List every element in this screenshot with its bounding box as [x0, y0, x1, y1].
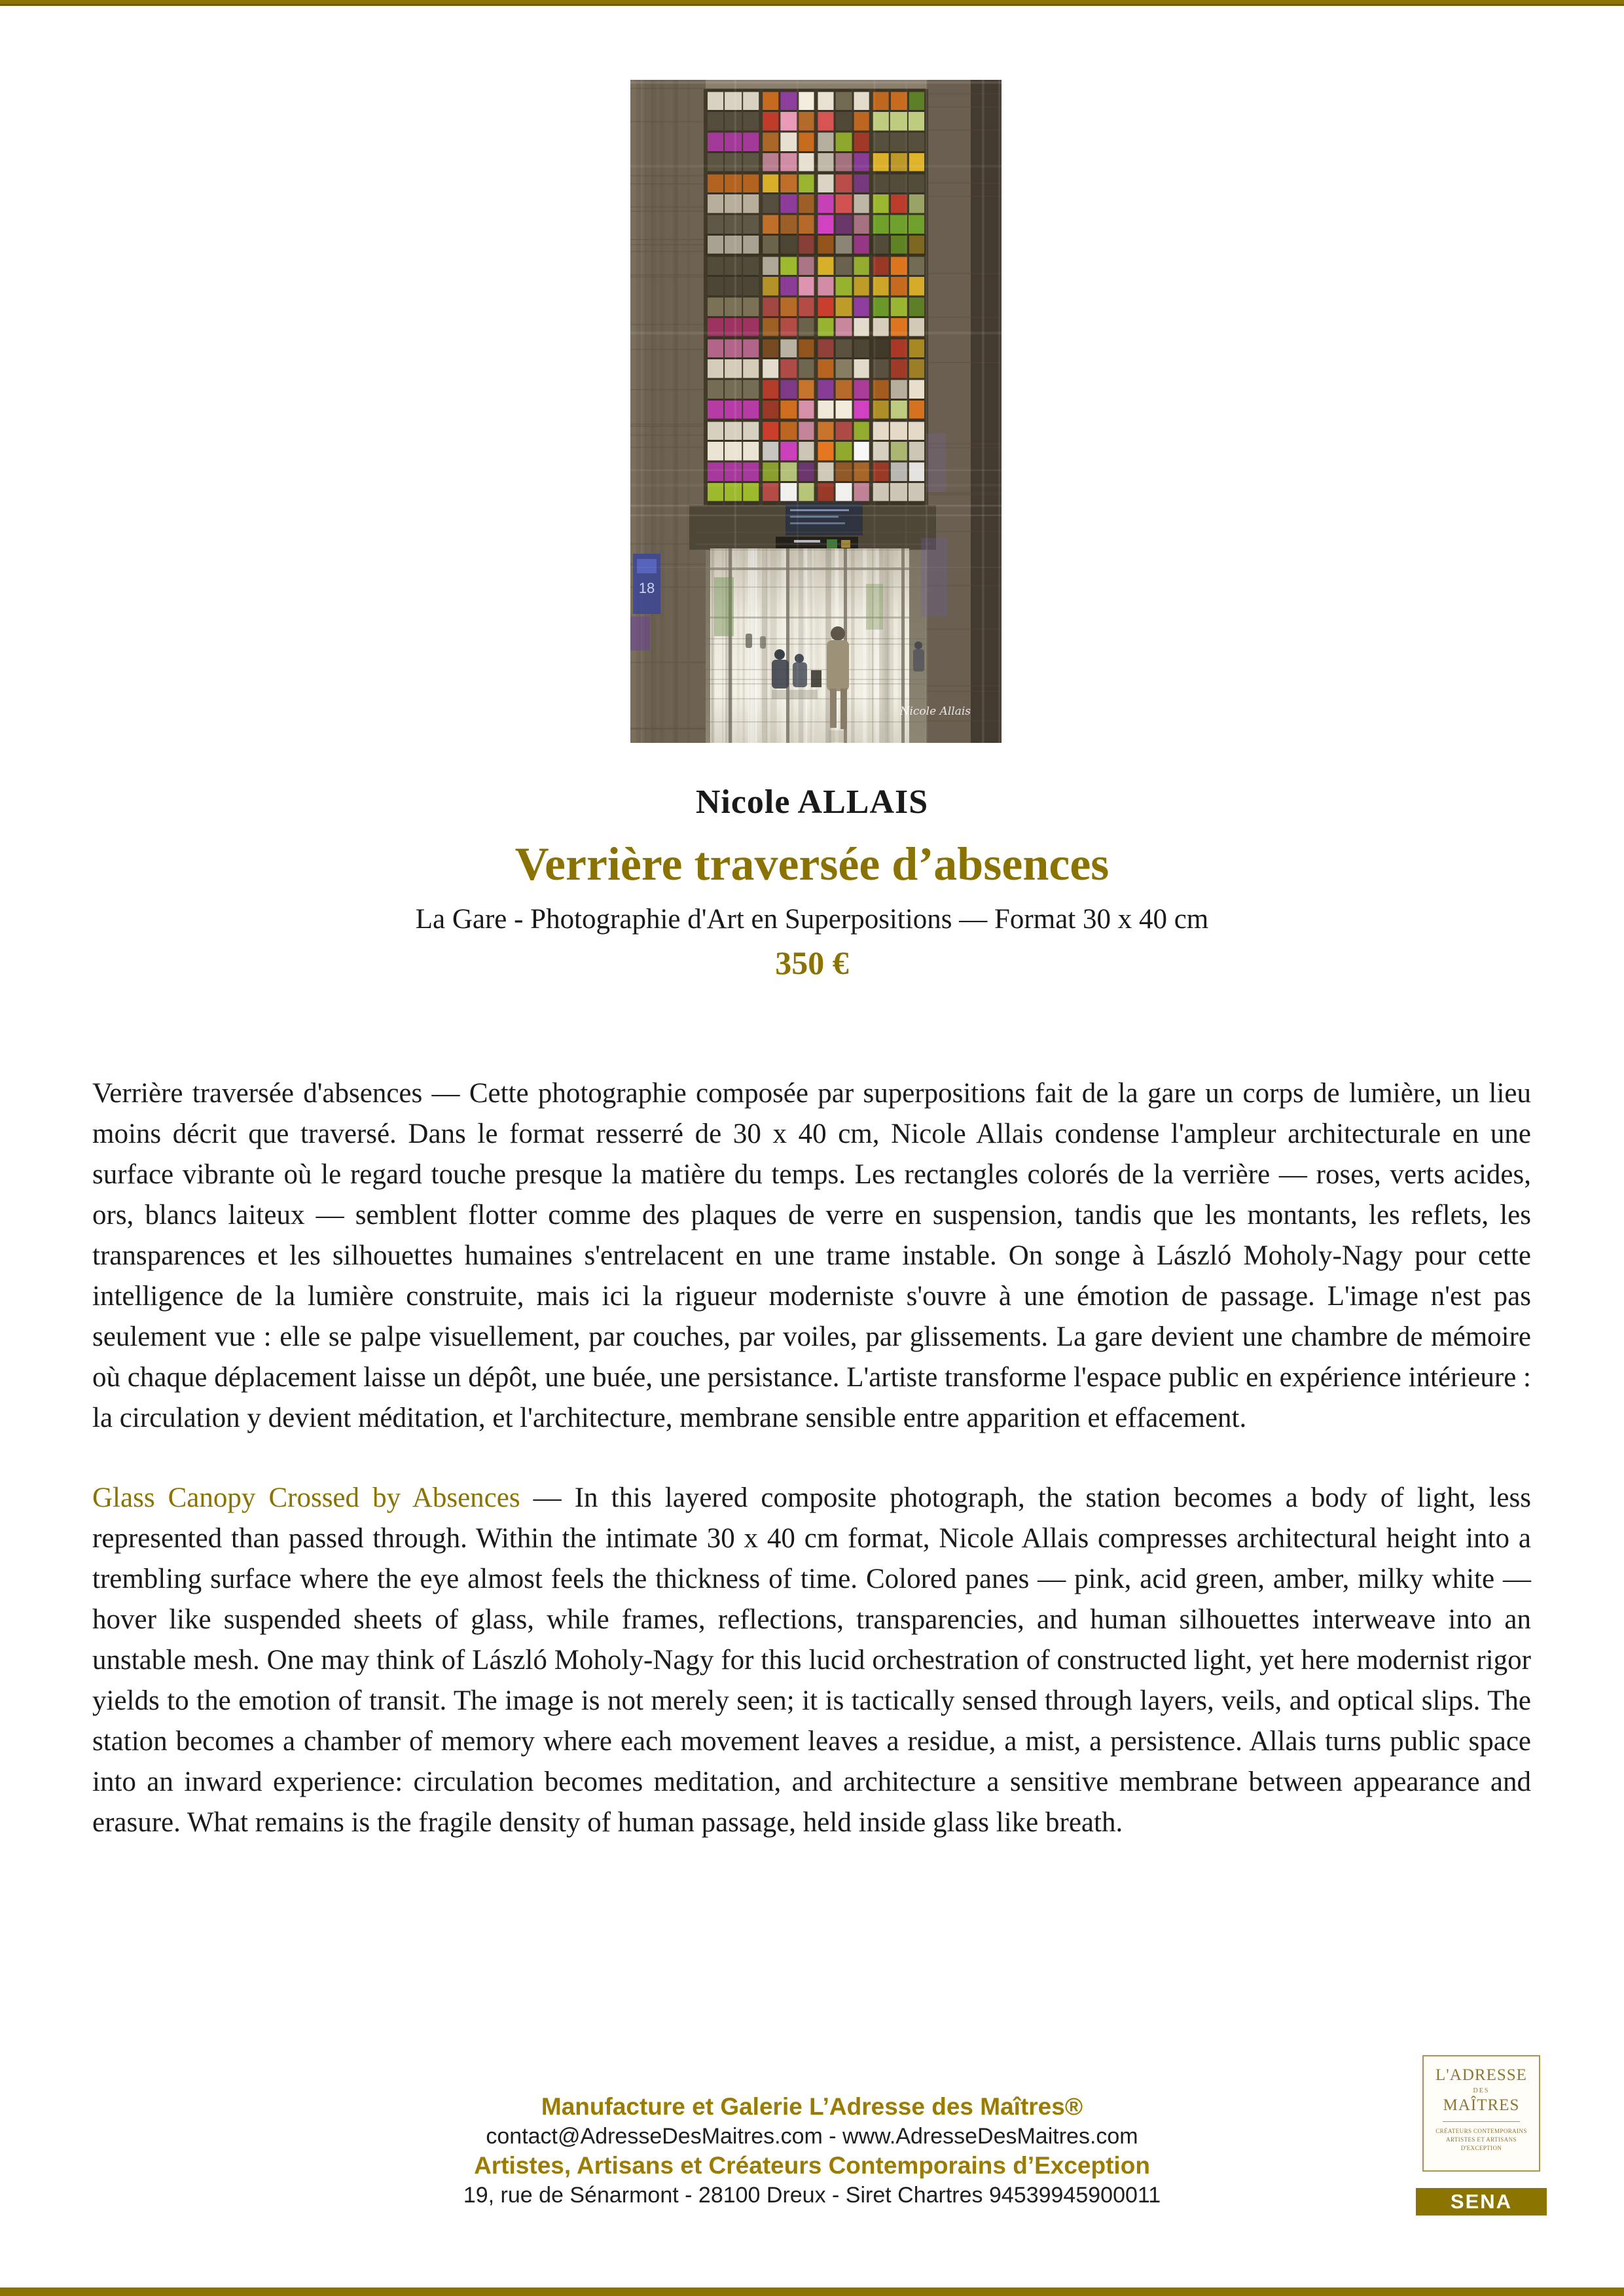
gallery-logo	[1422, 2055, 1540, 2172]
price: 350 €	[775, 944, 849, 981]
paragraph-english-lead: Glass Canopy Crossed by Absences	[92, 1482, 520, 1513]
logo-sub-line-1: CRÉATEURS CONTEMPORAINS	[1435, 2128, 1527, 2134]
footer-tagline: Artistes, Artisans et Créateurs Contemporains d’Exception	[474, 2152, 1150, 2179]
logo-sub-line-2: ARTISTES ET ARTISANS	[1446, 2136, 1517, 2143]
artwork-title: Verrière traversée d’absences	[514, 838, 1110, 890]
artwork-photo	[630, 80, 1001, 743]
bottom-gold-bar	[0, 2287, 1624, 2296]
logo-line-maitres: MAÎTRES	[1443, 2096, 1520, 2114]
footer-gallery-name: Manufacture et Galerie L’Adresse des Maîtres®	[541, 2093, 1083, 2120]
gallery-footer	[0, 2092, 1624, 2210]
paragraph-english	[92, 1478, 1531, 1843]
artist-name: Nicole ALLAIS	[695, 783, 929, 821]
top-gold-bar	[0, 0, 1624, 6]
paragraph-english-body: — In this layered composite photograph, the station becomes a body of light, less represented than passed through. Within the intimate 30 x 40 cm format, Nicole Allais compresses architectural height into a trembling surface where the eye almost feels the thickness of time. Colored panes — pink, acid green, amber, milky white — hover like suspended sheets of glass, while frames, reflections, transparencies, and human silhouettes interweave into an unstable mesh. One may think of László Moholy-Nagy for this lucid orchestration of constructed light, yet here modernist rigor yields to the emotion of transit. The image is not merely seen; it is tactically sensed through layers, veils, and optical slips. The station becomes a chamber of memory where each movement leaves a residue, a mist, a persistence. Allais turns public space into an inward experience: circulation becomes meditation, and architecture a sensitive membrane between appearance and erasure. What remains is the fragile density of human passage, held inside glass like breath.	[92, 1482, 1531, 1838]
logo-sub-line-3: D'EXCEPTION	[1460, 2145, 1502, 2151]
artwork-canvas	[630, 80, 1001, 743]
logo-line-adresse: L'ADRESSE	[1435, 2066, 1527, 2084]
artwork-subtitle: La Gare - Photographie d'Art en Superpositions — Format 30 x 40 cm	[415, 904, 1209, 935]
sena-badge: SENA	[1416, 2188, 1547, 2215]
description-block	[92, 1073, 1531, 1843]
svg-text:Nicole Allais: Nicole Allais	[899, 705, 971, 718]
footer-contact-line: contact@AdresseDesMaitres.com - www.AdresseDesMaitres.com	[486, 2124, 1138, 2149]
title-block	[0, 783, 1624, 983]
svg-text:18: 18	[638, 580, 655, 596]
footer-address-line: 19, rue de Sénarmont - 28100 Dreux - Siret Chartres 94539945900011	[463, 2183, 1161, 2208]
logo-line-des: DES	[1473, 2087, 1490, 2094]
paragraph-french: Verrière traversée d'absences — Cette photographie composée par superpositions fait de la gare un corps de lumière, un lieu moins décrit que traversé. Dans le format resserré de 30 x 40 cm, Nicole Allais condense l'ampleur architecturale en une surface vibrante où le regard touche presque la matière du temps. Les rectangles colorés de la verrière — roses, verts acides, ors, blancs laiteux — semblent flotter comme des plaques de verre en suspension, tandis que les montants, les reflets, les transparences et les silhouettes humaines s'entrelacent en une trame instable. On songe à László Moholy-Nagy pour cette intelligence de la lumière construite, mais ici la rigueur moderniste s'ouvre à une émotion de passage. L'image n'est pas seulement vue : elle se palpe visuellement, par couches, par voiles, par glissements. La gare devient une chambre de mémoire où chaque déplacement laisse un dépôt, une buée, une persistance. L'artiste transforme l'espace public en expérience intérieure : la circulation y devient méditation, et l'architecture, membrane sensible entre apparition et effacement.	[92, 1078, 1531, 1433]
logo-divider	[1443, 2121, 1520, 2122]
